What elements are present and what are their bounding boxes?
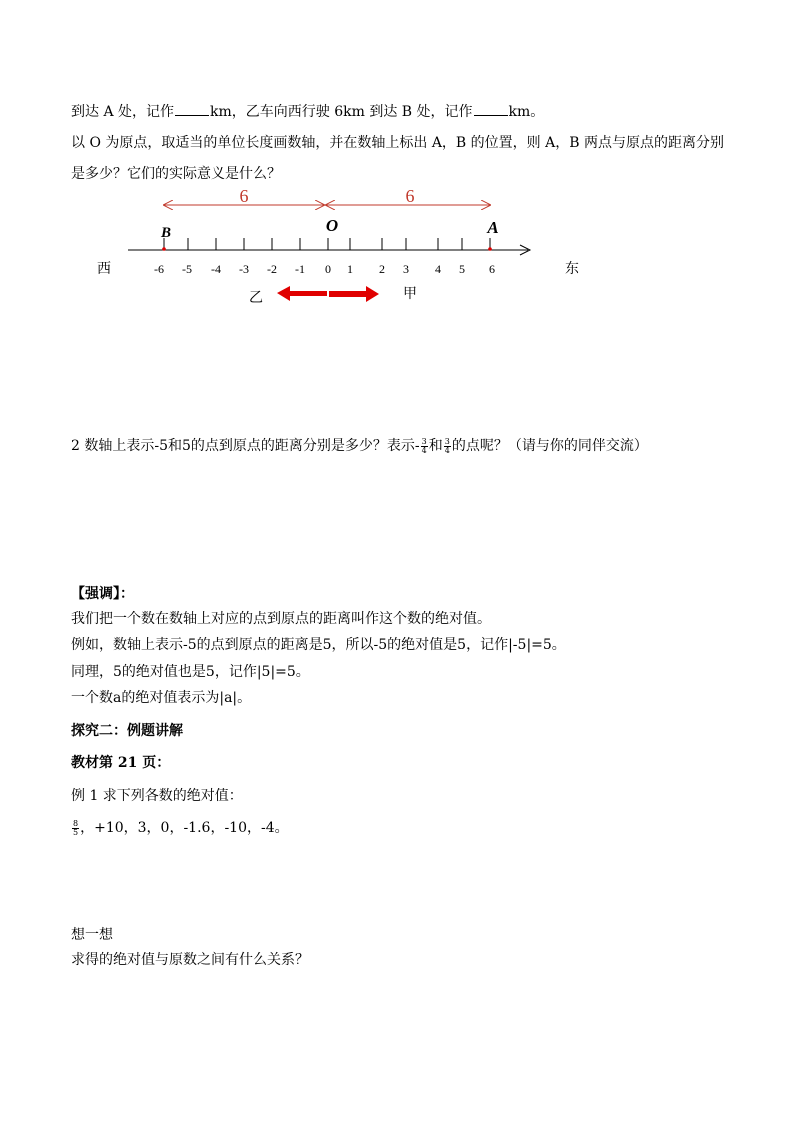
- intro-line-2: 以 O 为原点，取适当的单位长度画数轴，并在数轴上标出 A，B 的位置，则 A，B 两点与原点的距离分别: [71, 135, 724, 151]
- emphasis-title: 【强调】：: [71, 586, 134, 602]
- tick-label: 1: [347, 262, 353, 276]
- emphasis-line-3: 同理，5的绝对值也是5，记作|5|=5。: [71, 664, 310, 680]
- east-arrow: [329, 286, 379, 302]
- tick-label: 3: [403, 262, 409, 276]
- distance-label-right: 6: [405, 186, 415, 206]
- textbook-page: 教材第 21 页：: [71, 755, 171, 771]
- west-label: 西: [97, 261, 111, 277]
- distance-label-left: 6: [239, 186, 249, 206]
- tick-label: 0: [325, 262, 331, 276]
- tick-group: [154, 238, 495, 276]
- emphasis-line-2: 例如，数轴上表示-5的点到原点的距离是5，所以-5的绝对值是5，记作|-5|=5。: [71, 637, 566, 653]
- tick-label: -6: [154, 262, 164, 276]
- tick-label: 6: [489, 262, 495, 276]
- number-line-diagram: [0, 180, 794, 320]
- question-2: 2 数轴上表示-5和5的点到原点的距离分别是多少？表示- $\frac{3}{4}$ 和 $\frac{3}{4}$ 的点呢？（请与你的同伴交流）: [71, 436, 648, 455]
- east-label: 东: [565, 261, 579, 277]
- fraction-three-quarters: $\frac{3}{4}$: [421, 436, 427, 455]
- think-question: 求得的绝对值与原数之间有什么关系？: [71, 952, 309, 968]
- tick-label: -4: [211, 262, 221, 276]
- car-jia-label: 甲: [403, 286, 417, 302]
- west-arrow: [277, 286, 327, 301]
- intro-line-3: 是多少？它们的实际意义是什么？: [71, 166, 281, 182]
- tick-label: -5: [182, 262, 192, 276]
- answer-blank-b[interactable]: [474, 103, 508, 116]
- example-1-heading: 例 1 求下列各数的绝对值：: [71, 788, 243, 804]
- point-label-a: A: [487, 218, 499, 237]
- tick-label: -2: [267, 262, 277, 276]
- explore-title: 探究二：例题讲解: [71, 723, 183, 739]
- tick-label: -1: [295, 262, 305, 276]
- point-label-o: O: [325, 216, 339, 235]
- emphasis-line-1: 我们把一个数在数轴上对应的点到原点的距离叫作这个数的绝对值。: [71, 611, 491, 627]
- fraction-eight-fifths: $\frac{8}{5}$: [73, 818, 79, 837]
- answer-blank-a[interactable]: [175, 103, 209, 116]
- car-yi-label: 乙: [249, 290, 263, 306]
- example-1-numbers: $\frac{8}{5}$ ，+10，3，0，-1.6，-10，-4。: [73, 818, 289, 837]
- intro-line-1: 到达 A 处，记作 km，乙车向西行驶 6km 到达 B 处，记作 km。: [71, 104, 545, 120]
- emphasis-line-4: 一个数a的绝对值表示为|a|。: [71, 690, 252, 706]
- tick-label: 4: [435, 262, 441, 276]
- tick-label: 5: [459, 262, 465, 276]
- fraction-three-quarters: $\frac{3}{4}$: [444, 436, 450, 455]
- tick-label: 2: [379, 262, 385, 276]
- tick-label: -3: [239, 262, 249, 276]
- point-a-dot: [488, 247, 492, 251]
- point-label-b: B: [160, 225, 172, 241]
- think-title: 想一想: [71, 927, 113, 943]
- point-b-dot: [162, 247, 166, 251]
